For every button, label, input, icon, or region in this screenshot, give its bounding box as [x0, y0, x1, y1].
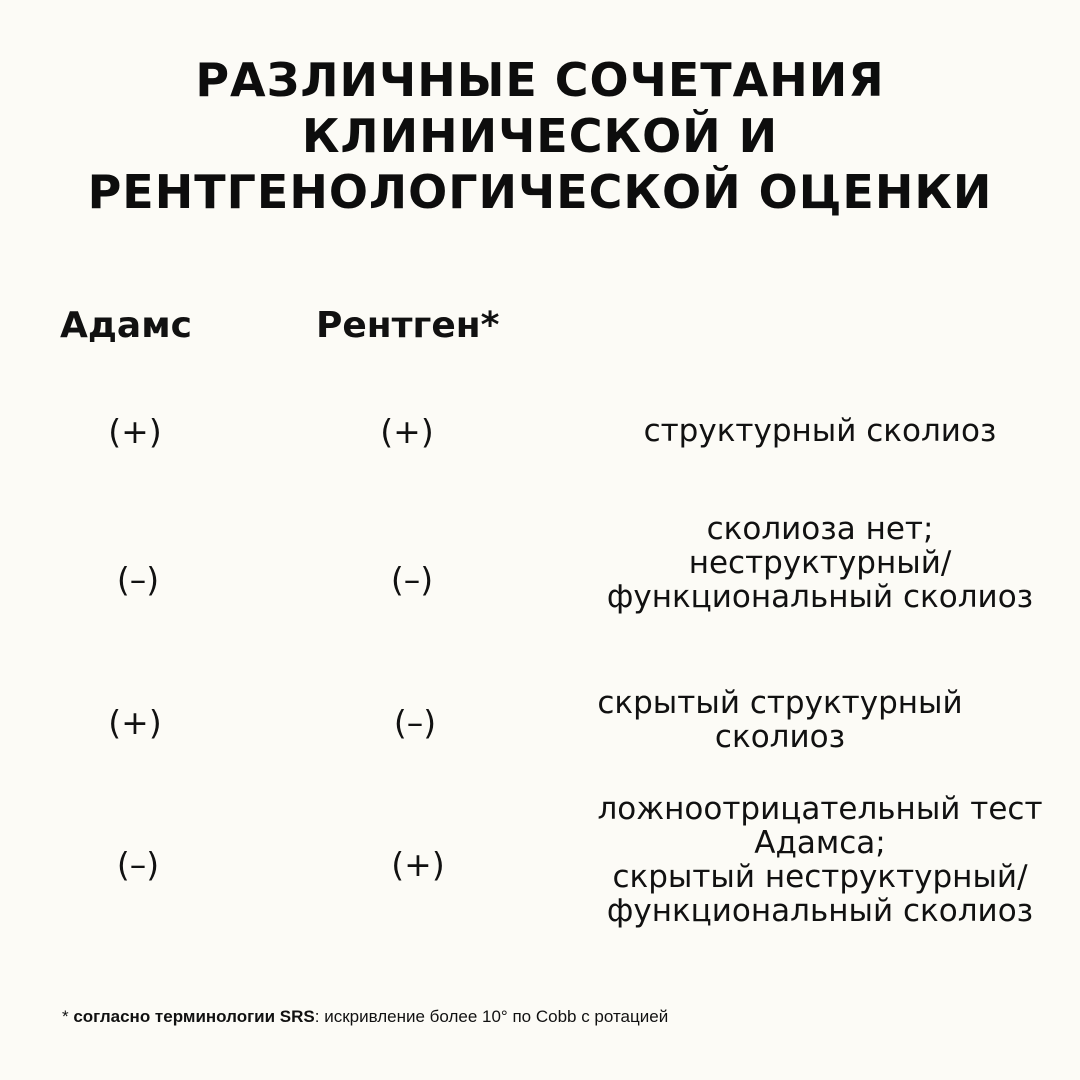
- row-3-result-line-2: сколиоз: [714, 719, 846, 755]
- row-2-adams-mark: (–): [116, 560, 160, 599]
- footnote-bold: согласно терминологии SRS: [73, 1007, 315, 1026]
- footnote-rest: : искривление более 10° по Cobb с ротацией: [314, 1007, 669, 1026]
- page-title: [0, 52, 1080, 220]
- row-3-result: [520, 686, 1040, 754]
- row-2-result: [560, 512, 1080, 614]
- column-header-adams: Адамс: [60, 305, 192, 346]
- row-4-result-line-1: ложноотрицательный тест: [597, 791, 1043, 827]
- row-3-result-line-1: скрытый структурный: [597, 685, 963, 721]
- column-header-xray: Рентген*: [316, 305, 500, 346]
- footnote-star: *: [62, 1007, 74, 1026]
- row-4-adams-mark: (–): [116, 845, 160, 884]
- row-3-adams-mark: (+): [108, 703, 162, 742]
- row-1-xray-mark: (+): [380, 412, 434, 451]
- row-3-xray-mark: (–): [393, 703, 437, 742]
- row-2-result-line-3: функциональный сколиоз: [606, 579, 1034, 615]
- title-line-2: КЛИНИЧЕСКОЙ И: [301, 109, 779, 163]
- row-4-result-line-3: скрытый неструктурный/: [612, 859, 1028, 895]
- row-4-xray-mark: (+): [391, 845, 445, 884]
- row-4-result-line-2: Адамса;: [754, 825, 886, 861]
- footnote: [62, 1006, 668, 1028]
- row-1-result: [560, 414, 1080, 448]
- title-line-3: РЕНТГЕНОЛОГИЧЕСКОЙ ОЦЕНКИ: [87, 165, 993, 219]
- title-line-1: РАЗЛИЧНЫЕ СОЧЕТАНИЯ: [195, 53, 885, 107]
- row-2-result-line-2: неструктурный/: [688, 545, 952, 581]
- row-4-result-line-4: функциональный сколиоз: [606, 893, 1034, 929]
- row-1-adams-mark: (+): [108, 412, 162, 451]
- row-2-xray-mark: (–): [390, 560, 434, 599]
- row-2-result-line-1: сколиоза нет;: [706, 511, 934, 547]
- row-4-result: [560, 792, 1080, 928]
- row-1-result-line-1: структурный сколиоз: [643, 413, 997, 449]
